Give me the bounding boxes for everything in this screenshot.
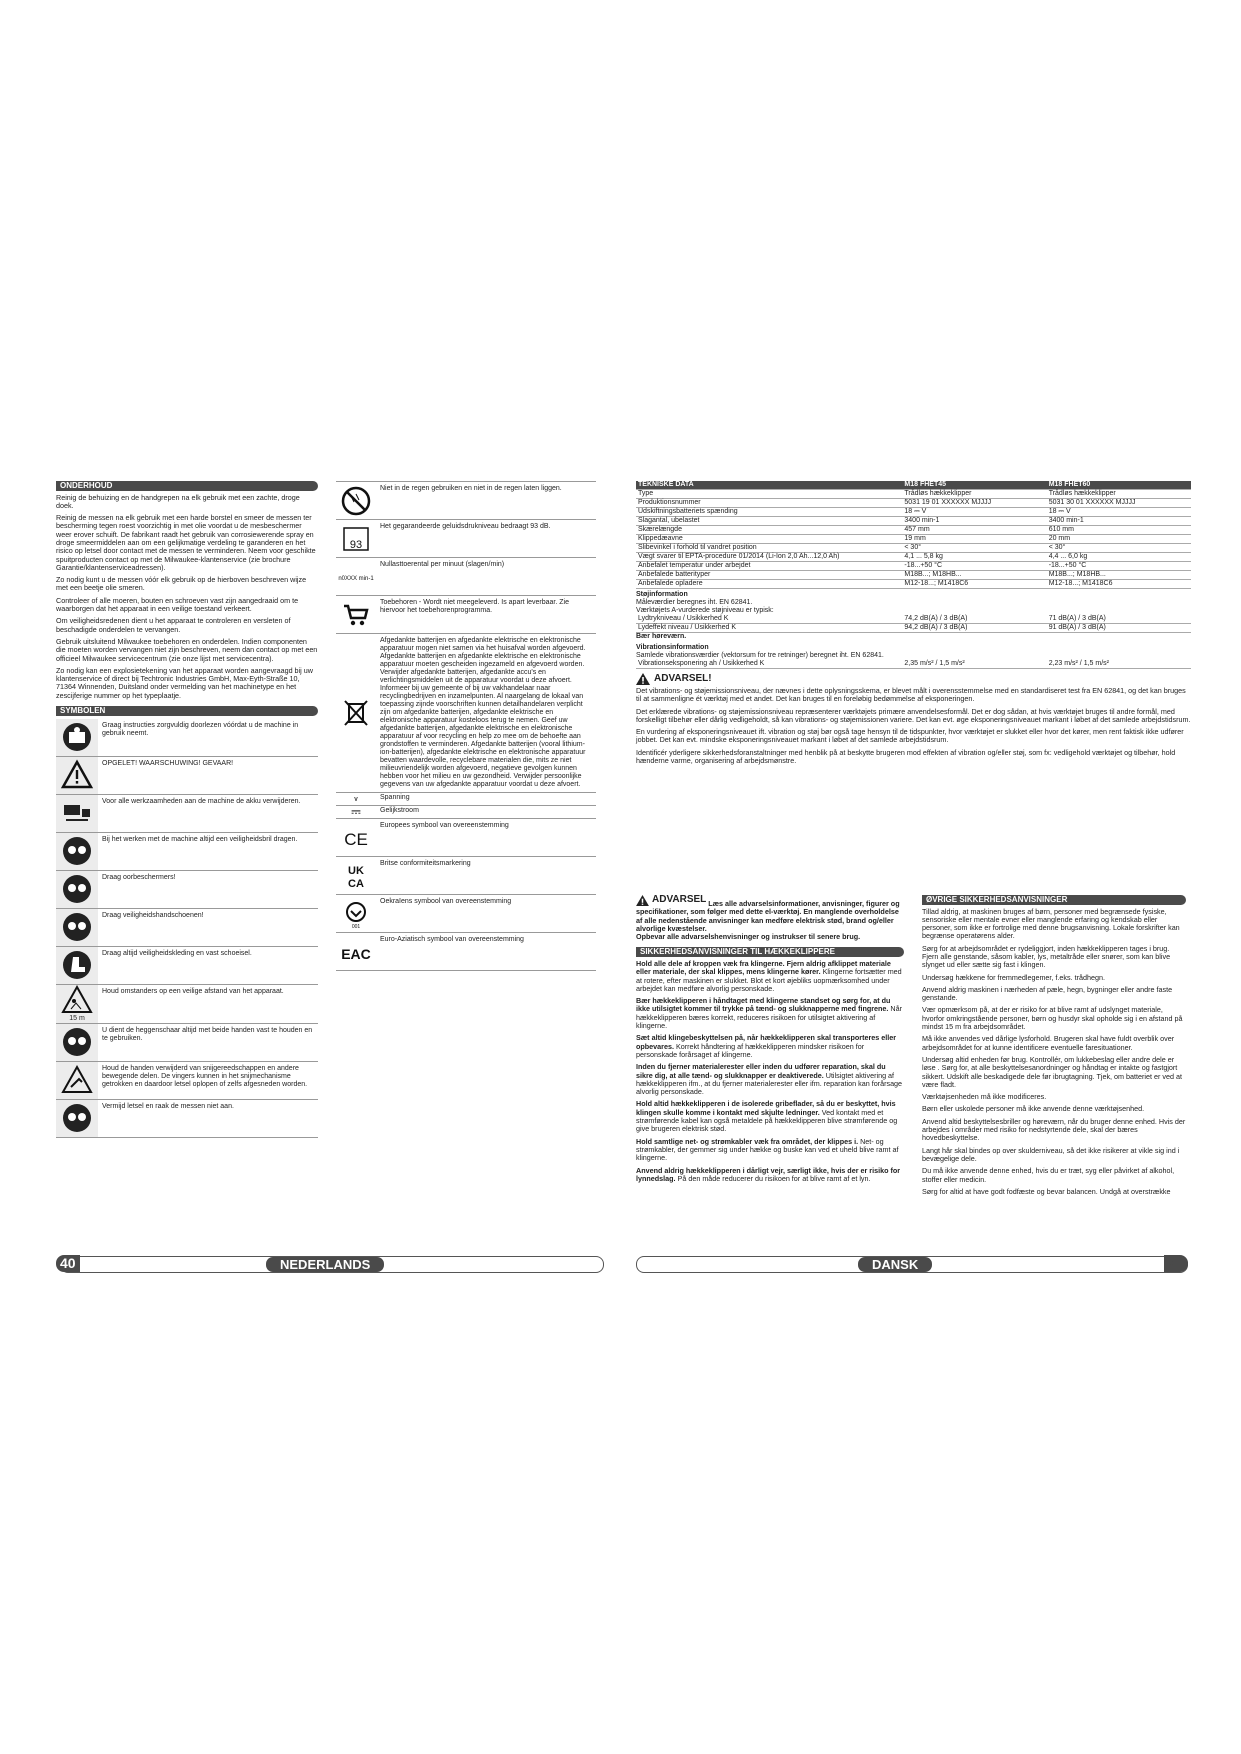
model-2: M18 FHET60 [1047, 481, 1191, 490]
symbol-text: Graag instructies zorgvuldig doorlezen vóórdat u de machine in gebruik neemt. [102, 721, 299, 737]
symbol-text: Houd de handen verwijderd van snijgereedschappen en andere bewegende delen. De vingers kunnen in het snijmechanisme getrokken en daardoor letsel oplopen of zelfs afgesneden worden. [102, 1064, 308, 1088]
svg-text:CA: CA [348, 877, 364, 890]
symbol-icon-cell [336, 520, 376, 557]
right-page-number: 41 [1164, 1255, 1188, 1272]
paragraph: Det vibrations- og støjemissionsniveau, der nævnes i dette oplysningsskema, er blevet målt i overensstemmelse med en standardiseret test fra EN 62841, og det kan bruges til at sammenligne ét værktøj med et andet. Det kan bruges til en foreløbig bedømmelse af eksponeringen. [636, 686, 1186, 704]
symbol-row [56, 909, 318, 947]
tech-value-2: -18...+50 °C [1047, 562, 1191, 571]
symbol-row [336, 806, 596, 819]
symbol-icon-cell [56, 871, 98, 908]
symbol-icon-cell [336, 806, 376, 818]
hk-paragraph [636, 1167, 904, 1184]
paragraph: Reinig de messen na elk gebruik met een harde borstel en smeer de messen ter bescherming tegen roest voorzichtig in met olie voordat u de mesbeschermer weer erover schuift. De fabrikant raadt het gebruik van corrosiewerende spray en droge smeermiddelen aan om een gelijkmatige verdeling te garanderen en het risico op letsel door contact met de messen te verminderen. Neem voor geschikte spuitproducten contact op met de Milwaukee-klantenservice (zie brochure Garantie/klantenserviceadressen). [56, 513, 316, 572]
advarsel-title: ADVARSEL! [654, 672, 712, 684]
symbol-row [56, 757, 318, 795]
svg-text:93: 93 [349, 538, 363, 551]
symbol-row [336, 596, 596, 634]
hk-paragraph [636, 1138, 904, 1163]
paragraph: Det erklærede vibrations- og støjemissionsniveau repræsenterer værktøjets primære anvendelsesformål. Det er dog sådan, at hvis værktøjet bruges til andre formål, med forskelligt tilbehør eller dårlig vedligeholdt, så kan vibrations- og støjemissionen variere. Det kan evt. øge eksponeringsniveauet markant i løbet af det samlede arbejdstidsrum. [636, 706, 1191, 724]
paragraph: Identificér yderligere sikkerhedsforanstaltninger med henblik på at beskytte brugeren mod effekten af vibration og/eller støj, som fx: vedligehold værktøjet og tilbehør, hold hænderne varme, organisering af arbejdsmønstre. [636, 747, 1176, 766]
symbol-icon-cell [56, 947, 98, 984]
symbol-row [56, 1100, 318, 1138]
noise-row [636, 615, 1191, 624]
ear-protection-icon [62, 874, 92, 904]
tech-row [636, 580, 1191, 589]
tech-value-1: M12-18...; M1418C6 [902, 580, 1046, 589]
cart-icon [341, 600, 371, 630]
tech-row [636, 562, 1191, 571]
paragraph: Du må ikke anvende denne enhed, hvis du er træt, syg eller påvirket af alkohol, stoffer eller medicin. [922, 1166, 1175, 1184]
sound-level-icon [341, 524, 371, 554]
symbol-text: Europees symbool van overeenstemming [380, 822, 509, 829]
noise-label: Lydtrykniveau / Usikkerhed K [636, 615, 902, 624]
model-1: M18 FHET45 [902, 481, 1046, 490]
symbol-icon-cell [336, 634, 376, 792]
tech-value-1: Trådløs hækkeklipper [902, 490, 1046, 499]
left-column-2 [336, 481, 596, 971]
symbol-text: Oekraïens symbool van overeenstemming [380, 898, 512, 905]
tech-label: Slagantal, ubelastet [636, 517, 902, 526]
symbol-icon-cell [336, 482, 376, 519]
hk-text [636, 960, 904, 1183]
noise-line: Værktøjets A-vurderede støjniveau er typisk: [636, 607, 774, 614]
hk-text: Net- og strømkabler, der gemmer sig under hække og buske kan ved et uheld blive ramt af klingerne. [636, 1136, 899, 1163]
hk-bold: Hold alle dele af kroppen væk fra klingerne. Fjern aldrig afklippet materiale eller materiale, der skal klippes, mens klingerne kører. [636, 958, 891, 977]
symbol-text: Vermijd letsel en raak de messen niet aan. [102, 1102, 234, 1110]
tech-label: Slibevinkel i forhold til vandret position [636, 544, 902, 553]
symbol-row [56, 795, 318, 833]
tech-value-1: M18B...; M18HB... [902, 571, 1046, 580]
right-language-label: DANSK [858, 1257, 932, 1272]
hk-bold: Sæt altid klingebeskyttelsen på, når hækkeklipperen skal transporteres eller opbevares. [636, 1033, 897, 1051]
paragraph: Controleer of alle moeren, bouten en schroeven vast zijn aangedraaid om te waarborgen dat het apparaat in een veilige toestand verkeert. [56, 595, 299, 614]
ukca-icon [341, 861, 371, 891]
dc-icon [341, 806, 371, 818]
symbol-row [336, 634, 596, 793]
symbol-row [336, 857, 596, 895]
eac-icon [341, 937, 371, 967]
symbol-text: U dient de heggenschaar altijd met beide handen vast te houden en te gebruiken. [102, 1026, 313, 1042]
paragraph: Zo nodig kunt u de messen vóór elk gebruik op de hierboven beschreven wijze met een beetje olie smeren. [56, 575, 307, 593]
no-rain-icon [341, 486, 371, 516]
hk-text: Utilsigtet aktivering af hækkeklipperen ifm., at du fjerner materialerester eller ifm. reparation kan forårsage alvorlig personskade. [636, 1070, 903, 1097]
tech-label: Udskiftningsbatteriets spænding [636, 508, 902, 517]
paragraph: Sørg for at arbejdsområdet er rydeliggjort, inden hækkeklipperen tages i brug. Fjern alle genstande, såsom kabler, lys, metaltråde eller snører, som kan blive slynget ud eller sætte sig fast i klingen. [922, 943, 1171, 970]
symbol-icon-cell [336, 596, 376, 633]
symbol-icon-cell [56, 719, 98, 756]
ce-icon [341, 823, 371, 853]
hk-bold: Hold altid hækkeklipperen i de isolerede gribeflader, så du er beskyttet, hvis klingen skulle komme i kontakt med skjulte ledninger. [636, 1099, 896, 1117]
symbol-text: OPGELET! WAARSCHUWING! GEVAAR! [102, 759, 234, 767]
noise-row [636, 624, 1191, 633]
paragraph: Anvend aldrig maskinen i nærheden af pæle, hegn, bygninger eller andre faste genstande. [922, 984, 1173, 1003]
paragraph: En vurdering af eksponeringsniveauet ift. vibration og støj bør også tage hensyn til de tidspunkter, hvor værktøjet er slukket eller hvor det kører, men rent faktisk ikke udfører jobbet. Det kan evt. mindske eksponeringsniveauet markant i løbet af det samlede arbejdstidsrum. [636, 727, 1184, 745]
symbol-icon-cell [56, 757, 98, 794]
symbol-row [336, 793, 596, 806]
left-column-1 [56, 481, 318, 1138]
svg-text:CE: CE [344, 829, 368, 849]
no-touch-blades-icon [62, 1103, 92, 1133]
noise-value-2: 71 dB(A) / 3 dB(A) [1047, 615, 1191, 624]
symbol-text: Houd omstanders op een veilige afstand van het apparaat. [102, 987, 284, 995]
symbol-row [56, 719, 318, 757]
hk-bold: Hold samtlige net- og strømkabler væk fra området, der klippes i. [636, 1136, 859, 1146]
onderhoud-text [56, 494, 318, 701]
symbol-text: Het gegarandeerde geluidsdrukniveau bedraagt 93 dB. [380, 523, 551, 530]
symbol-text: Voor alle werkzaamheden aan de machine de akku verwijderen. [102, 797, 301, 805]
symbol-text: Afgedankte batterijen en afgedankte elektrische en elektronische apparatuur mogen niet samen via het huisafval worden afgevoerd. Afgedankte batterijen en afgedankte elektrische en elektronische apparatuur moeten gescheiden ingezameld en afgevoerd worden. Verwijder afgedankte batterijen, afgedankte accu's en verlichtingsmiddelen uit de apparatuur voordat u deze afvoert. Informeer bij uw gemeente of bij uw vakhandelaar naar recyclingbedrijven en inzamelpunten. Al naargelang de lokaal van toepassing zijnde voorschriften kunnen detailhandelaren verplicht zijn om afgedankte batterijen, afgedankte elektrische en elektronische apparatuur kosteloos terug te nemen. Geef uw afgedankte batterijen, afgedankte elektrische en elektronische apparatuur af voor recycling en help zo mee om de behoefte aan grondstoffen te verminderen. Afgedankte batterijen (vooral lithium-ion-batterijen), afgedankte elektrische en elektronische apparatuur bevatten waardevolle, recyclebare materialen die, mits ze niet milieuvriendelijk worden afgevoerd, negatieve gevolgen kunnen hebben voor het milieu en uw gezondheid. Verwijder persoonlijke gegevens van uw afgedankte apparatuur voordat u deze afvoert. [380, 637, 586, 788]
tech-value-2: M12-18...; M1418C6 [1047, 580, 1191, 589]
warning-triangle-icon [62, 760, 92, 790]
symbol-row [56, 947, 318, 985]
symbol-icon-cell [336, 558, 376, 595]
symbol-icon-cell [56, 1062, 98, 1099]
gloves-icon [62, 912, 92, 942]
paragraph: Om veiligheidsredenen dient u het apparaat te controleren en versleten of beschadigde onderdelen te vervangen. [56, 616, 291, 634]
symbols2-list [336, 481, 596, 971]
paragraph: Må ikke anvendes ved dårlige lysforhold. Brugeren skal have fuldt overblik over arbejdsområdet for at kunne identificere eventuelle faresituationer. [922, 1034, 1175, 1052]
symbol-text: Draag veiligheidshandschoenen! [102, 911, 204, 919]
tech-value-1: -18...+50 °C [902, 562, 1046, 571]
symbol-row [56, 833, 318, 871]
tech-title: TEKNISKE DATA [636, 481, 902, 490]
tech-row [636, 526, 1191, 535]
hk-paragraph [636, 1034, 904, 1059]
symbol-row [56, 1062, 318, 1100]
symbol-row [336, 520, 596, 558]
tech-label: Klippedæavne [636, 535, 902, 544]
hk-text: På den måde reducerer du risikoen for at blive ramt af et lyn. [675, 1173, 871, 1183]
symbol-text: Niet in de regen gebruiken en niet in de regen laten liggen. [380, 485, 562, 492]
read-manual-icon [62, 722, 92, 752]
svg-text:UK: UK [348, 864, 364, 877]
advarsel-text [636, 687, 1191, 765]
tech-label: Vægt svarer til EPTA-procedure 01/2014 (Li-Ion 2,0 Ah...12,0 Ah) [636, 553, 902, 562]
tech-row [636, 490, 1191, 499]
advarsel-heading [636, 673, 1191, 685]
symbol-text: Gelijkstroom [380, 807, 419, 814]
symbol-text: Toebehoren - Wordt niet meegeleverd. Is apart leverbaar. Zie hiervoor het toebehorenprogramma. [380, 599, 569, 614]
hk-bold: Bær hækkeklipperen i håndtaget med klingerne standset og sørg for, at du ikke utilsigtet kommer til trykke på tænd- og slukknapperne med fingrene. [636, 996, 891, 1014]
weee-icon [341, 698, 371, 728]
tech-value-1: 5031 19 01 XXXXXX MJJJJ [902, 499, 1046, 508]
tech-row [636, 544, 1191, 553]
tech-label: Produktionsnummer [636, 499, 902, 508]
noise-value-2: 91 dB(A) / 3 dB(A) [1047, 624, 1191, 633]
vib-text: Samlede vibrationsværdier (vektorsum for tre retninger) beregnet iht. EN 62841. [636, 652, 884, 659]
symbol-icon-cell [56, 1024, 98, 1061]
hk-paragraph [636, 1100, 904, 1133]
symbol-icon-cell [336, 895, 376, 932]
tech-value-2: 5031 30 01 XXXXXX MJJJJ [1047, 499, 1191, 508]
hk-text: Ved kontakt med et strømførende kabel kan også metaldele på hækkeklipperen blive strømførende og give brugeren elektrisk stød. [636, 1107, 898, 1134]
hk-text: Korrekt håndtering af hækkeklipperen mindsker risikoen for personskade forårsaget af klingerne. [636, 1041, 865, 1059]
tech-value-2: < 30° [1047, 544, 1191, 553]
symbol-text: Spanning [380, 794, 410, 801]
noise-value-1: 94,2 dB(A) / 3 dB(A) [902, 624, 1046, 633]
noise-value-1: 74,2 dB(A) / 3 dB(A) [902, 615, 1046, 624]
symbol-icon-cell [56, 795, 98, 832]
tech-label: Skærelængde [636, 526, 902, 535]
hk-bold: Anvend aldrig hækkeklipperen i dårligt vejr, særligt ikke, hvis der er risiko for lynnedslag. [636, 1165, 901, 1183]
left-language-label: NEDERLANDS [266, 1257, 384, 1272]
symbol-row [336, 482, 596, 520]
paragraph: Sørg for altid at have godt fodfæste og bevar balancen. Undgå at overstrække [922, 1186, 1171, 1196]
paragraph: Reinig de behuizing en de handgrepen na elk gebruik met een zachte, droge doek. [56, 492, 300, 510]
symbol-icon-cell [336, 793, 376, 805]
hk-bold: Inden du fjerner materialerester eller inden du udfører reparation, skal du sikre dig, at alle tænd- og slukknapper er deaktiverede. [636, 1062, 886, 1080]
tech-table [636, 481, 1191, 589]
tech-value-1: 19 mm [902, 535, 1046, 544]
symbol-text: Nullasttoerental per minuut (slagen/min) [380, 561, 505, 568]
noise-line: Måleværdier beregnes iht. EN 62841. [636, 599, 753, 606]
safety-boots-icon [62, 950, 92, 980]
tech-label: Anbefalede batterityper [636, 571, 902, 580]
distance-label: 15 m [69, 1014, 85, 1022]
tech-value-1: 3400 min-1 [902, 517, 1046, 526]
tech-row [636, 553, 1191, 562]
hk-text: Klingerne fortsætter med at rotere, efter maskinen er slukket. Blot et kort øjebliks uopmærksomhed under arbejdet kan medføre alvorlig personskade. [636, 967, 902, 993]
tech-row [636, 535, 1191, 544]
ukraine-icon [341, 899, 371, 929]
svg-text:V: V [354, 797, 358, 803]
symbol-icon-cell [336, 933, 376, 970]
volt-icon [341, 793, 371, 805]
symbol-row [336, 558, 596, 596]
symbol-icon-cell [56, 833, 98, 870]
tech-value-1: < 30° [902, 544, 1046, 553]
symbol-row [56, 1024, 318, 1062]
onderhoud-header: ONDERHOUD [56, 481, 318, 491]
hk-paragraph [636, 960, 904, 993]
noise-title: Støjinformation [636, 591, 688, 598]
keep-distance-icon [62, 985, 92, 1015]
tech-value-1: 457 mm [902, 526, 1046, 535]
tech-label: Anbefalede opladere [636, 580, 902, 589]
tech-value-2: Trådløs hækkeklipper [1047, 490, 1191, 499]
right-page [636, 481, 1191, 1241]
symbolen-header: SYMBOLEN [56, 706, 318, 716]
hk-header: SIKKERHEDSANVISNINGER TIL HÆKKEKLIPPERE [636, 947, 904, 957]
vib-label: Vibrationseksponering ah / Usikkerhed K [636, 660, 902, 669]
left-page-number: 40 [56, 1255, 80, 1272]
paragraph: Zo nodig kan een explosietekening van het apparaat worden aangevraagd bij uw klantenservice of direct bij Techtronic Industries GmbH, Max-Eyth-Straße 10, 71364 Winnenden, Duitsland onder vermelding van het machinetype en het zescijferige nummer op het typeplaatje. [56, 665, 313, 700]
tech-value-2: 18 ⎓ V [1047, 508, 1191, 517]
svg-text:001: 001 [351, 923, 361, 930]
paragraph: Børn eller uskolede personer må ikke anvende denne værktøjsenhed. [922, 1104, 1145, 1114]
noise-label: Lydeffekt niveau / Usikkerhed K [636, 624, 902, 633]
symbol-icon-cell [336, 819, 376, 856]
svg-text:EAC: EAC [341, 945, 371, 962]
paragraph: Værktøjsenheden må ikke modificeres. [922, 1092, 1047, 1102]
symbol-icon-cell [336, 857, 376, 894]
tech-value-2: 4,4 ... 6,0 kg [1047, 553, 1191, 562]
advarsel2-keep: Opbevar alle advarselshenvisninger og instrukser til senere brug. [636, 932, 861, 942]
paragraph: Anvend altid beskyttelsesbriller og høreværn, når du bruger denne enhed. Hvis der arbejdes i områder med risiko for nedstyrtende dele, skal der bæres hovedbeskyttelse. [922, 1116, 1186, 1143]
symbol-icon-cell [56, 909, 98, 946]
two-hands-icon [62, 1027, 92, 1057]
tech-value-1: 4,1 ... 5,8 kg [902, 553, 1046, 562]
noise-table [636, 615, 1191, 633]
tech-label: Type [636, 490, 902, 499]
safety-glasses-icon [62, 836, 92, 866]
paragraph: Gebruik uitsluitend Milwaukee toebehoren en onderdelen. Indien componenten die moeten worden vervangen niet zijn beschreven, neem dan contact op met een officieel Milwaukee servicecentrum (zie onze lijst met servicecentra). [56, 636, 318, 663]
symbol-row [336, 895, 596, 933]
tech-row [636, 499, 1191, 508]
symbol-text: Draag oorbeschermers! [102, 873, 176, 881]
hearing-note: Bær høreværn. [636, 633, 687, 640]
symbol-row [336, 819, 596, 857]
hk-paragraph [636, 1063, 904, 1096]
ov-text [922, 908, 1186, 1197]
ov-header: ØVRIGE SIKKERHEDSANVISNINGER [922, 895, 1186, 905]
tech-value-2: 610 mm [1047, 526, 1191, 535]
advarsel2-block [636, 895, 904, 941]
tech-value-1: 18 ⎓ V [902, 508, 1046, 517]
tech-section [636, 481, 1191, 769]
warning-triangle-icon [636, 673, 650, 685]
tech-value-2: 20 mm [1047, 535, 1191, 544]
tech-label: Anbefalet temperatur under arbejdet [636, 562, 902, 571]
advarsel2-title: ADVARSEL [652, 894, 707, 906]
paragraph: Vær opmærksom på, at der er risiko for at blive ramt af udslynget materiale, hvorfor omkringstående personer, børn og husdyr skal opholde sig i en afstand på mindst 15 m fra arbejdsområdet. [922, 1005, 1183, 1032]
right-lower-column-1 [636, 895, 904, 1187]
speed-icon [338, 562, 374, 592]
hands-away-icon [62, 1065, 92, 1095]
symbols-list [56, 719, 318, 1138]
symbol-icon-cell [56, 985, 98, 1023]
warning-triangle-icon [636, 895, 649, 906]
vib-value-2: 2,23 m/s² / 1,5 m/s² [1047, 660, 1191, 669]
tech-value-2: 3400 min-1 [1047, 517, 1191, 526]
right-lower-column-2 [922, 895, 1186, 1200]
symbol-text: Britse conformiteitsmarkering [380, 860, 471, 867]
left-page [56, 481, 606, 1241]
paragraph: Langt hår skal bindes op over skulderniveau, så det ikke risikerer at vikle sig ind i bevægelige dele. [922, 1145, 1180, 1163]
tech-row [636, 508, 1191, 517]
paragraph: Undersøg hækkene for fremmedlegemer, f.eks. trådhegn. [922, 972, 1105, 982]
paragraph: Tillad aldrig, at maskinen bruges af børn, personer med begrænsede fysiske, sensoriske eller mentale evner eller manglende erfaring og kendskab eller personer, som ikke er fortrolige med denne brugsanvisning. Lokale forskrifter kan begrænse operatørens alder. [922, 906, 1180, 941]
advarsel2-text: Læs alle advarselsinformationer, anvisninger, figurer og specifikationer, som følger med dette el-værktøj. En manglende overholdelse af alle nedenstående anvisninger kan medføre elektrisk stød, brand og/eller alvorlige kvæstelser. [636, 899, 900, 933]
hk-paragraph [636, 997, 904, 1030]
vib-table [636, 660, 1191, 669]
vib-title: Vibrationsinformation [636, 644, 709, 651]
hk-text: Når hækkeklipperen bæres korrekt, reduceres risikoen for utilsigtet aktivering af klingerne. [636, 1004, 903, 1031]
svg-text:n0XXX min-1: n0XXX min-1 [338, 575, 374, 582]
tech-value-2: M18B...; M18HB... [1047, 571, 1191, 580]
symbol-row [56, 871, 318, 909]
tech-row [636, 571, 1191, 580]
symbol-text: Bij het werken met de machine altijd een veiligheidsbril dragen. [102, 835, 298, 843]
symbol-row [56, 985, 318, 1024]
vib-value-1: 2,35 m/s² / 1,5 m/s² [902, 660, 1046, 669]
symbol-text: Draag altijd veiligheidskleding en vast schoeisel. [102, 949, 252, 957]
symbol-row [336, 933, 596, 971]
tech-row [636, 517, 1191, 526]
symbol-icon-cell [56, 1100, 98, 1137]
remove-battery-icon [62, 798, 92, 828]
symbol-text: Euro-Aziatisch symbool van overeenstemming [380, 936, 524, 943]
paragraph: Undersøg altid enheden før brug. Kontrollér, om lukkebeslag eller andre dele er løse . Sørg for, at alle beskyttelsesanordninger og håndtag er intakte og fastgjort sikkert. Udskift alle beskadigede dele før ibrugtagning. Tjek, om batteriet er ved at være fladt. [922, 1054, 1182, 1089]
